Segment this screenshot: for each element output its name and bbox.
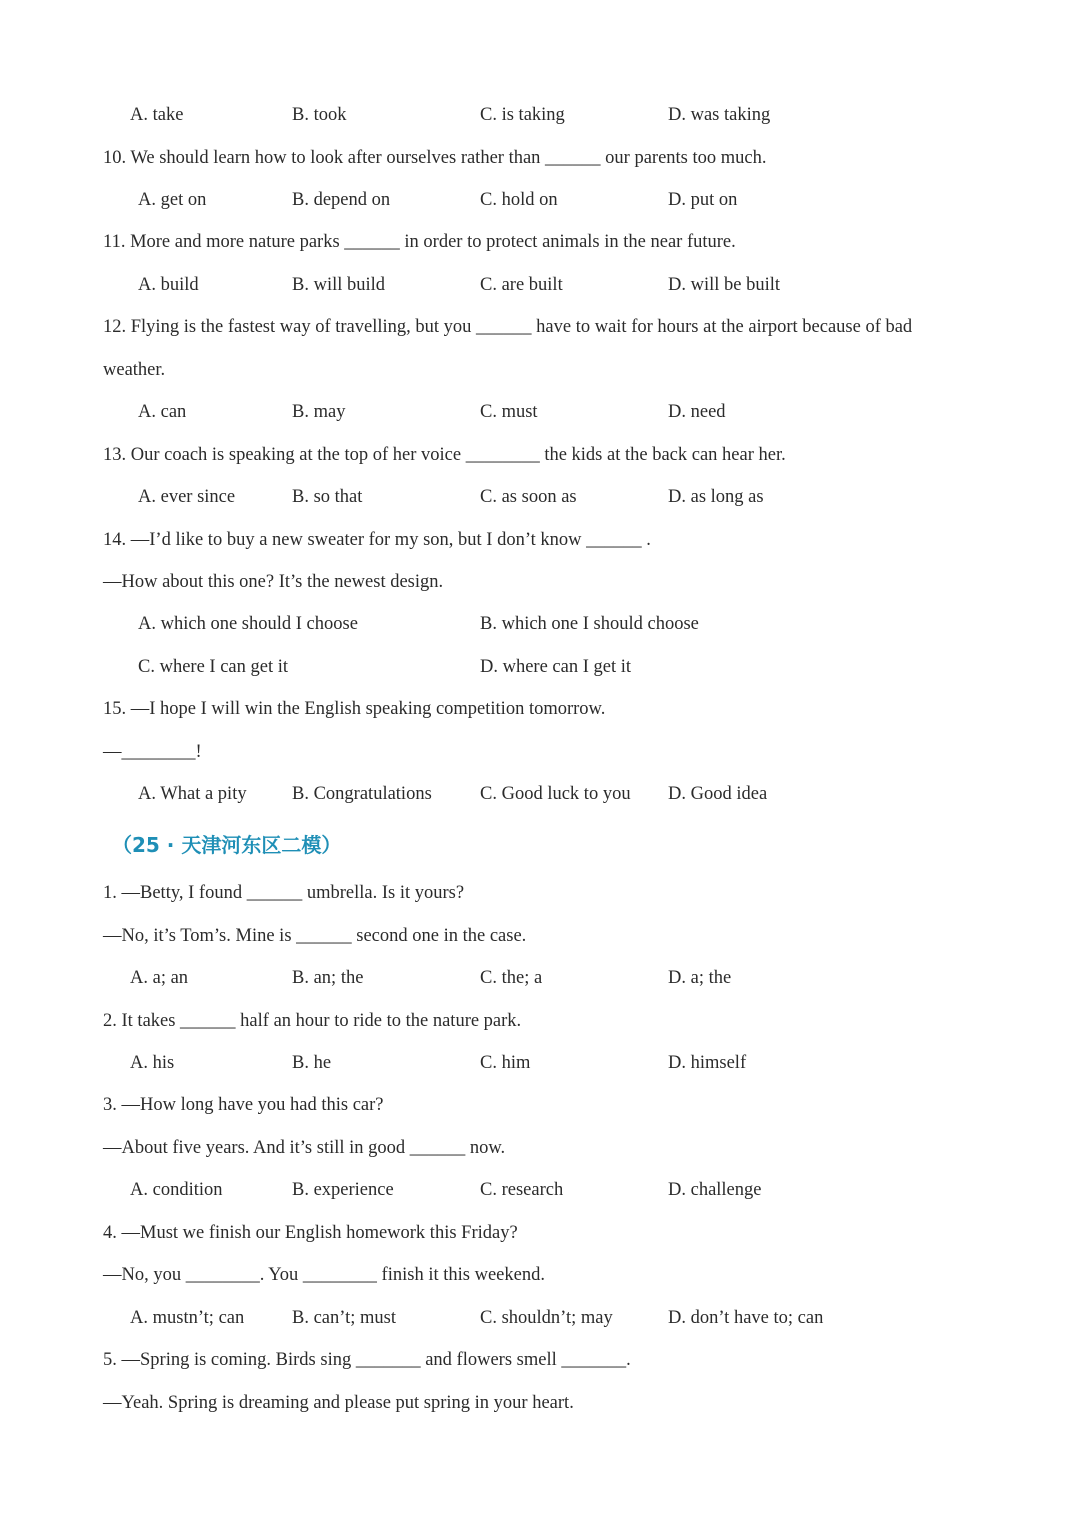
option-a: A. ever since <box>138 487 236 507</box>
question-reply: —Yeah. Spring is dreaming and please put spring in your heart. <box>103 1393 574 1413</box>
option-b: B. which one I should choose <box>480 614 699 634</box>
option-a: A. a; an <box>130 968 189 988</box>
option-b: B. he <box>292 1053 332 1073</box>
option-a: A. can <box>138 402 187 422</box>
question-stem: 15. —I hope I will win the English speaking competition tomorrow. <box>103 699 606 719</box>
question-reply: —________! <box>103 742 202 762</box>
question-stem: 10. We should learn how to look after ourselves rather than ______ our parents too much. <box>103 148 767 168</box>
option-d: D. challenge <box>668 1180 762 1200</box>
option-a: A. take <box>130 105 184 125</box>
option-d: D. Good idea <box>668 784 768 804</box>
question-reply: —About five years. And it’s still in good ______ now. <box>103 1138 506 1158</box>
option-c: C. as soon as <box>480 487 577 507</box>
question-stem-continued: weather. <box>103 360 166 380</box>
option-d: D. himself <box>668 1053 747 1073</box>
option-c: C. are built <box>480 275 563 295</box>
option-b: B. an; the <box>292 968 364 988</box>
option-c: C. is taking <box>480 105 565 125</box>
question-stem: 13. Our coach is speaking at the top of her voice ________ the kids at the back can hear her. <box>103 445 786 465</box>
option-b: B. can’t; must <box>292 1308 396 1328</box>
option-d: D. will be built <box>668 275 781 295</box>
option-b: B. experience <box>292 1180 394 1200</box>
question-stem: 11. More and more nature parks ______ in order to protect animals in the near future. <box>103 232 736 252</box>
option-b: B. so that <box>292 487 363 507</box>
option-a: A. mustn’t; can <box>130 1308 245 1328</box>
option-c: C. research <box>480 1180 564 1200</box>
option-d: D. don’t have to; can <box>668 1308 824 1328</box>
option-c: C. Good luck to you <box>480 784 631 804</box>
option-c: C. must <box>480 402 538 422</box>
option-a: A. which one should I choose <box>138 614 358 634</box>
option-a: A. his <box>130 1053 175 1073</box>
option-c: C. shouldn’t; may <box>480 1308 613 1328</box>
question-stem: 2. It takes ______ half an hour to ride to the nature park. <box>103 1011 522 1031</box>
option-d: D. put on <box>668 190 738 210</box>
option-b: B. may <box>292 402 346 422</box>
question-stem: 12. Flying is the fastest way of travelling, but you ______ have to wait for hours at the airport because of bad <box>103 317 913 337</box>
option-b: B. depend on <box>292 190 391 210</box>
question-stem: 3. —How long have you had this car? <box>103 1095 384 1115</box>
option-d: D. where can I get it <box>480 657 632 677</box>
question-stem: 4. —Must we finish our English homework this Friday? <box>103 1223 518 1243</box>
option-b: B. took <box>292 105 347 125</box>
option-d: D. need <box>668 402 726 422</box>
option-a: A. build <box>138 275 199 295</box>
option-a: A. What a pity <box>138 784 247 804</box>
question-stem: 5. —Spring is coming. Birds sing _______ and flowers smell _______. <box>103 1350 631 1370</box>
option-d: D. a; the <box>668 968 732 988</box>
question-reply: —No, it’s Tom’s. Mine is ______ second one in the case. <box>103 926 527 946</box>
question-reply: —How about this one? It’s the newest design. <box>103 572 444 592</box>
question-stem: 14. —I’d like to buy a new sweater for my son, but I don’t know ______ . <box>103 530 651 550</box>
option-c: C. where I can get it <box>138 657 288 677</box>
option-a: A. get on <box>138 190 207 210</box>
option-d: D. as long as <box>668 487 764 507</box>
question-reply: —No, you ________. You ________ finish it this weekend. <box>103 1265 545 1285</box>
option-c: C. the; a <box>480 968 543 988</box>
option-c: C. hold on <box>480 190 558 210</box>
option-d: D. was taking <box>668 105 771 125</box>
question-stem: 1. —Betty, I found ______ umbrella. Is it yours? <box>103 883 465 903</box>
option-c: C. him <box>480 1053 531 1073</box>
option-a: A. condition <box>130 1180 223 1200</box>
option-b: B. will build <box>292 275 386 295</box>
option-b: B. Congratulations <box>292 784 432 804</box>
section-title: （25 · 天津河东区二模） <box>112 833 342 857</box>
